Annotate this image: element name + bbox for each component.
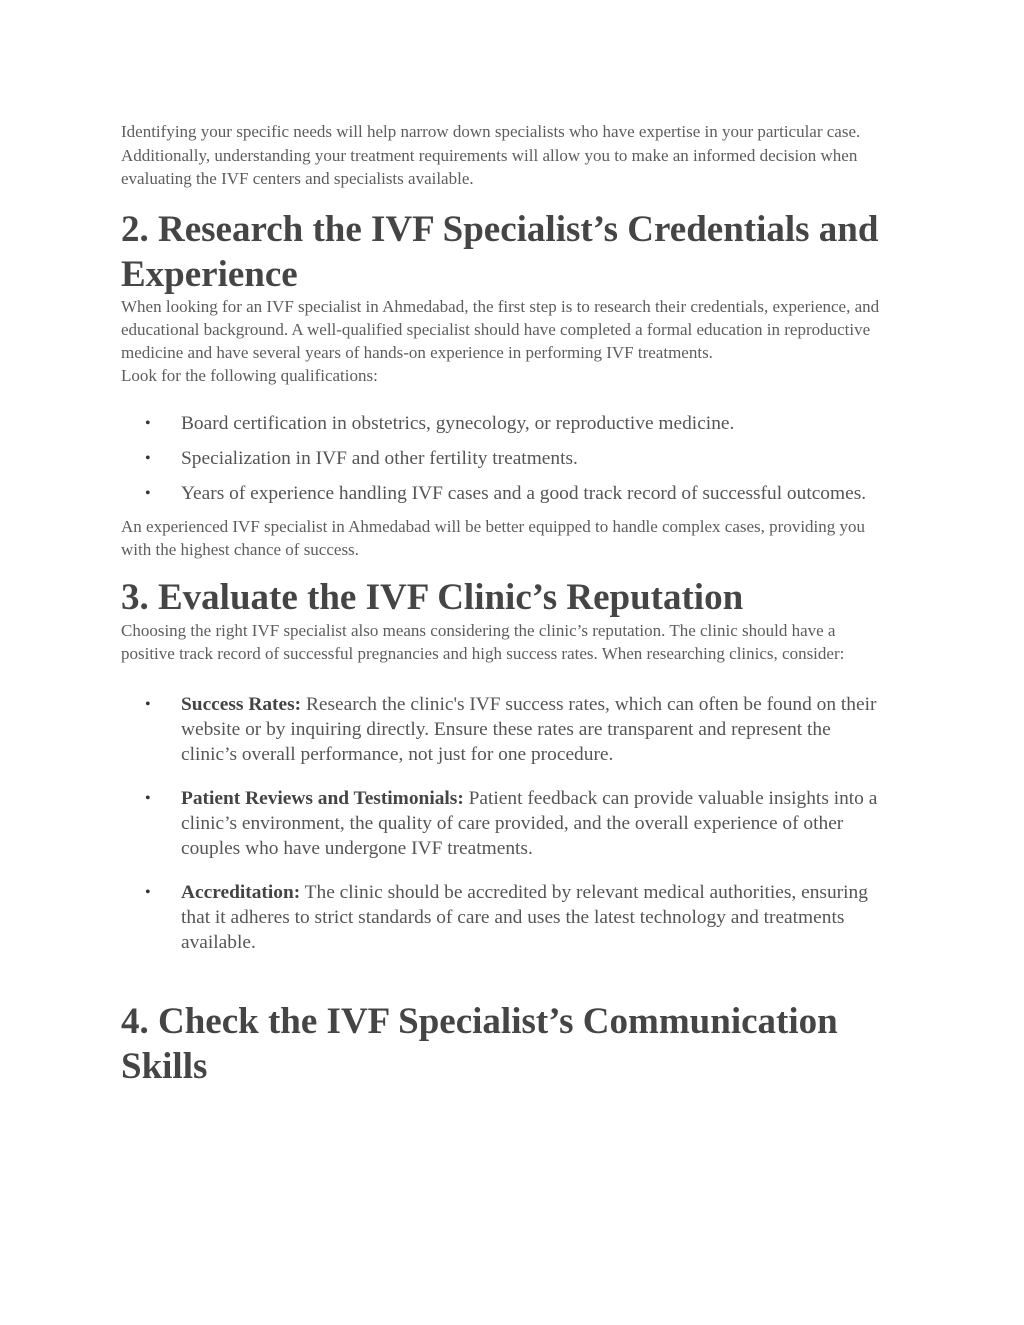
section-2-lead: Look for the following qualifications: [121,365,378,385]
list-item-text: Patient feedback can provide valuable insights into a clinic’s environment, the quality of care provided, and the overall experience of other couples who have undergone IVF treatments. [181,787,878,859]
list-item: • Board certification in obstetrics, gynecology, or reproductive medicine. [121,411,911,436]
list-item-label: Patient Reviews and Testimonials: [181,787,464,809]
list-item [121,786,891,861]
section-2-closing: An experienced IVF specialist in Ahmedabad will be better equipped to handle complex cases, providing you with the highest chance of success. [121,516,866,559]
section-2-paragraph: When looking for an IVF specialist in Ahmedabad, the first step is to research their credentials, experience, and educational background. A well-qualified specialist should have completed a formal education in reproductive medicine and have several years of hands-on experience in performing IVF treatments. [121,296,880,362]
section-4-heading: 4. Check the IVF Specialist’s Communication Skills [121,1000,838,1087]
list-item-text: The clinic should be accredited by relevant medical authorities, ensuring that it adheres to strict standards of care and uses the latest technology and treatments available. [181,881,868,953]
list-item: • Years of experience handling IVF cases and a good track record of successful outcomes. [121,481,871,506]
list-item [121,692,891,767]
list-item [121,880,891,955]
list-item: • Specialization in IVF and other fertility treatments. [121,446,911,471]
section-2-heading: 2. Research the IVF Specialist’s Credentials and Experience [121,208,879,295]
section-3-paragraph: Choosing the right IVF specialist also means considering the clinic’s reputation. The clinic should have a positive track record of successful pregnancies and high success rates. When researching clinics, consider: [121,620,845,663]
reputation-list [121,692,911,955]
list-item-label: Success Rates: [181,693,302,715]
list-item-label: Accreditation: [181,881,301,903]
section-3-heading: 3. Evaluate the IVF Clinic’s Reputation [121,576,744,618]
list-item-text: Research the clinic's IVF success rates, which can often be found on their website or by inquiring directly. Ensure these rates are transparent and represent the clinic’s overall performance, not just for one procedure. [181,693,877,765]
document-page [121,120,911,1089]
qualifications-list [121,411,911,506]
intro-paragraph: Identifying your specific needs will help narrow down specialists who have expertise in your particular case. Additionally, understanding your treatment requirements will allow you to make an informed decision when evaluating the IVF centers and specialists available. [121,122,861,188]
